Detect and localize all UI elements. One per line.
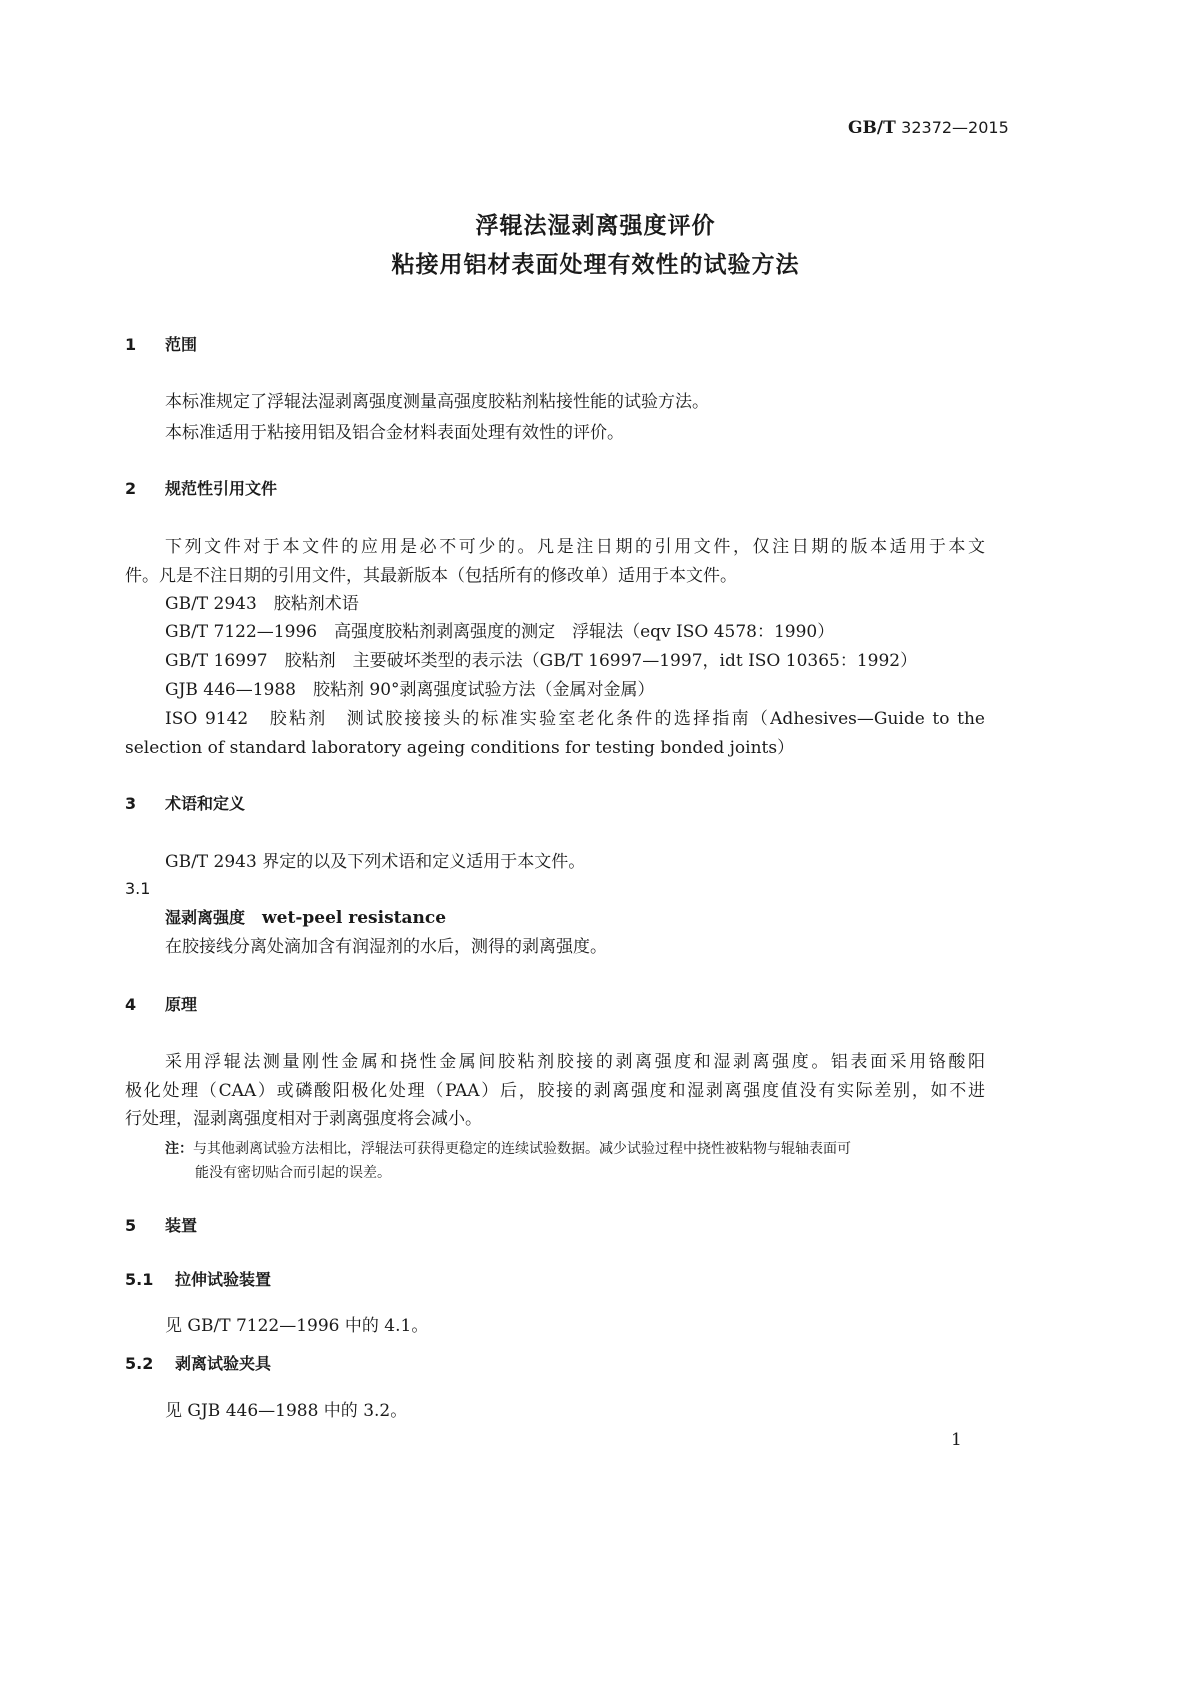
term-number: 3.1 [125,879,151,898]
section-1-heading [125,335,197,355]
title-line-1: 浮辊法湿剥离强度评价 [475,213,716,239]
standard-number [848,118,1009,138]
section-5-heading [125,1216,197,1236]
section-3-heading [125,794,245,814]
page-number: 1 [951,1430,962,1450]
section-4-heading [125,995,197,1015]
term-chinese: 湿剥离强度 [165,908,246,927]
reference-item: GB/T 7122—1996 高强度胶粘剂剥离强度的测定 浮辊法（eqv ISO 4578：1990） [165,622,835,642]
note [165,1139,985,1159]
note-label: 注： [165,1141,193,1157]
paragraph: 本标准适用于粘接用铝及铝合金材料表面处理有效性的评价。 [165,423,624,443]
section-number: 3 [125,794,137,813]
paragraph: GB/T 2943 界定的以及下列术语和定义适用于本文件。 [165,852,586,872]
reference-item: GJB 446—1988 胶粘剂 90°剥离强度试验方法（金属对金属） [165,680,655,700]
paragraph-line: 件。凡是不注日期的引用文件，其最新版本（包括所有的修改单）适用于本文件。 [125,566,737,586]
section-number: 5.1 [125,1270,154,1289]
reference-item-continued: selection of standard laboratory ageing conditions for testing bonded joints） [125,738,795,758]
paragraph-line: 采用浮辊法测量刚性金属和挠性金属间胶粘剂胶接的剥离强度和湿剥离强度。铝表面采用铬酸阳 [165,1052,985,1072]
section-number: 1 [125,335,137,354]
section-number: 4 [125,995,137,1014]
title-line-2: 粘接用铝材表面处理有效性的试验方法 [391,252,800,278]
section-title: 拉伸试验装置 [175,1270,272,1289]
reference-item: GB/T 2943 胶粘剂术语 [165,594,359,614]
section-number: 5 [125,1216,137,1235]
term-heading [165,908,446,928]
reference-item: GB/T 16997 胶粘剂 主要破坏类型的表示法（GB/T 16997—1997，idt ISO 10365：1992） [165,651,918,671]
reference-item: ISO 9142 胶粘剂 测试胶接接头的标准实验室老化条件的选择指南（Adhesives—Guide to the [165,709,985,729]
note-text: 与其他剥离试验方法相比，浮辊法可获得更稳定的连续试验数据。减少试验过程中挠性被粘物与辊轴表面可 [193,1141,851,1157]
section-title: 范围 [165,335,198,354]
section-5-2-heading [125,1354,271,1374]
note-continued: 能没有密切贴合而引起的误差。 [195,1165,391,1181]
paragraph-line: 行处理，湿剥离强度相对于剥离强度将会减小。 [125,1109,482,1129]
paragraph: 见 GB/T 7122—1996 中的 4.1。 [165,1316,429,1336]
paragraph-line: 极化处理（CAA）或磷酸阳极化处理（PAA）后，胶接的剥离强度和湿剥离强度值没有实际差别，如不进 [125,1081,985,1101]
paragraph: 本标准规定了浮辊法湿剥离强度测量高强度胶粘剂粘接性能的试验方法。 [165,392,709,412]
section-title: 剥离试验夹具 [175,1354,272,1373]
paragraph: 见 GJB 446—1988 中的 3.2。 [165,1401,408,1421]
std-number: 32372—2015 [901,118,1009,137]
section-title: 术语和定义 [165,794,246,813]
term-english: wet-peel resistance [262,908,447,928]
section-2-heading [125,479,277,499]
section-title: 规范性引用文件 [165,479,278,498]
section-number: 5.2 [125,1354,154,1373]
std-prefix: GB/T [848,118,896,138]
section-title: 原理 [165,995,198,1014]
paragraph-line: 下列文件对于本文件的应用是必不可少的。凡是注日期的引用文件，仅注日期的版本适用于本文 [165,537,985,557]
term-definition: 在胶接线分离处滴加含有润湿剂的水后，测得的剥离强度。 [165,937,607,957]
section-number: 2 [125,479,137,498]
section-5-1-heading [125,1270,271,1290]
section-title: 装置 [165,1216,198,1235]
